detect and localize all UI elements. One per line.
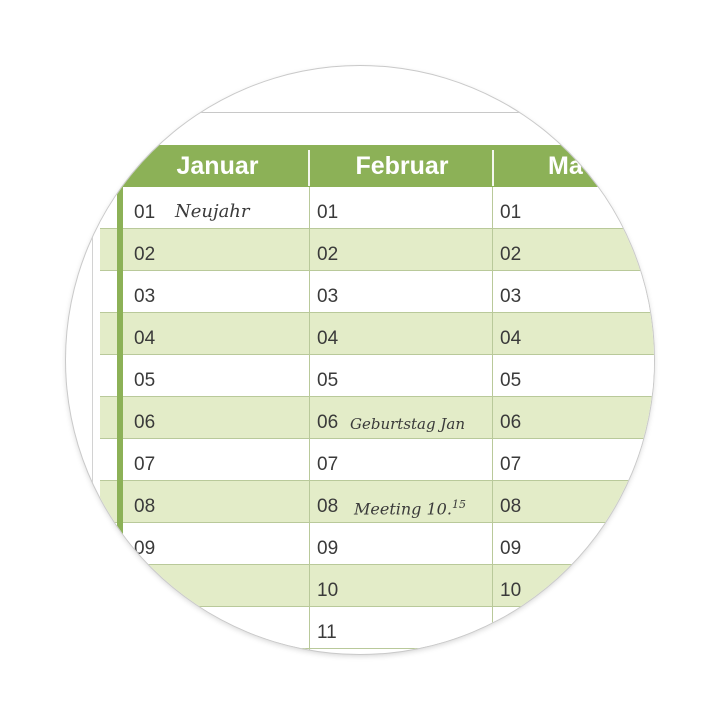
day-cell-februar: 07 bbox=[317, 454, 339, 475]
january-accent-bar bbox=[117, 187, 123, 537]
day-cell-januar: 07 bbox=[134, 454, 156, 475]
column-divider bbox=[309, 187, 310, 654]
day-row bbox=[100, 271, 654, 313]
month-label-februar: Februar bbox=[355, 152, 449, 180]
day-cell-februar: 06 bbox=[317, 412, 339, 433]
month-label-maerz: Ma bbox=[548, 152, 583, 180]
day-cell-maerz: 02 bbox=[500, 244, 522, 265]
day-cell-februar: 11 bbox=[317, 622, 337, 643]
day-cell-maerz: 05 bbox=[500, 370, 522, 391]
day-row bbox=[100, 607, 654, 649]
day-cell-januar: 09 bbox=[134, 538, 156, 559]
day-row bbox=[100, 313, 654, 355]
sheet-left-edge bbox=[92, 112, 93, 654]
day-cell-februar: 10 bbox=[317, 580, 339, 601]
day-cell-maerz: 08 bbox=[500, 496, 522, 517]
day-cell-februar: 02 bbox=[317, 244, 339, 265]
day-row bbox=[100, 439, 654, 481]
day-cell-januar: 02 bbox=[134, 244, 156, 265]
day-cell-maerz: 09 bbox=[500, 538, 522, 559]
day-cell-januar: 04 bbox=[134, 328, 156, 349]
day-row bbox=[100, 355, 654, 397]
day-cell-maerz: 07 bbox=[500, 454, 522, 475]
month-label-januar: Januar bbox=[176, 152, 259, 180]
handwritten-note: Neujahr bbox=[175, 201, 250, 222]
handwritten-note: Meeting 10.15 bbox=[354, 498, 466, 519]
day-cell-maerz: 10 bbox=[500, 580, 522, 601]
calendar-sheet bbox=[66, 66, 654, 654]
day-row bbox=[100, 523, 654, 565]
day-cell-maerz: 04 bbox=[500, 328, 522, 349]
magnifier-lens bbox=[66, 66, 654, 654]
handwritten-note: Geburtstag Jan bbox=[350, 415, 465, 433]
day-cell-februar: 04 bbox=[317, 328, 339, 349]
day-cell-januar: 06 bbox=[134, 412, 156, 433]
day-cell-februar: 01 bbox=[317, 202, 339, 223]
day-cell-januar: 05 bbox=[134, 370, 156, 391]
day-cell-februar: 08 bbox=[317, 496, 339, 517]
day-cell-maerz: 01 bbox=[500, 202, 522, 223]
day-cell-februar: 03 bbox=[317, 286, 339, 307]
day-cell-februar: 09 bbox=[317, 538, 339, 559]
header-separator bbox=[308, 150, 310, 186]
day-cell-maerz: 06 bbox=[500, 412, 522, 433]
day-row bbox=[100, 229, 654, 271]
column-divider bbox=[492, 187, 493, 654]
header-separator bbox=[492, 150, 494, 186]
day-cell-februar: 05 bbox=[317, 370, 339, 391]
day-row bbox=[100, 565, 654, 607]
day-cell-januar: 01 bbox=[134, 202, 156, 223]
day-cell-januar: 03 bbox=[134, 286, 156, 307]
day-cell-maerz: 03 bbox=[500, 286, 522, 307]
day-cell-januar: 08 bbox=[134, 496, 156, 517]
sheet-top-edge bbox=[100, 112, 654, 113]
